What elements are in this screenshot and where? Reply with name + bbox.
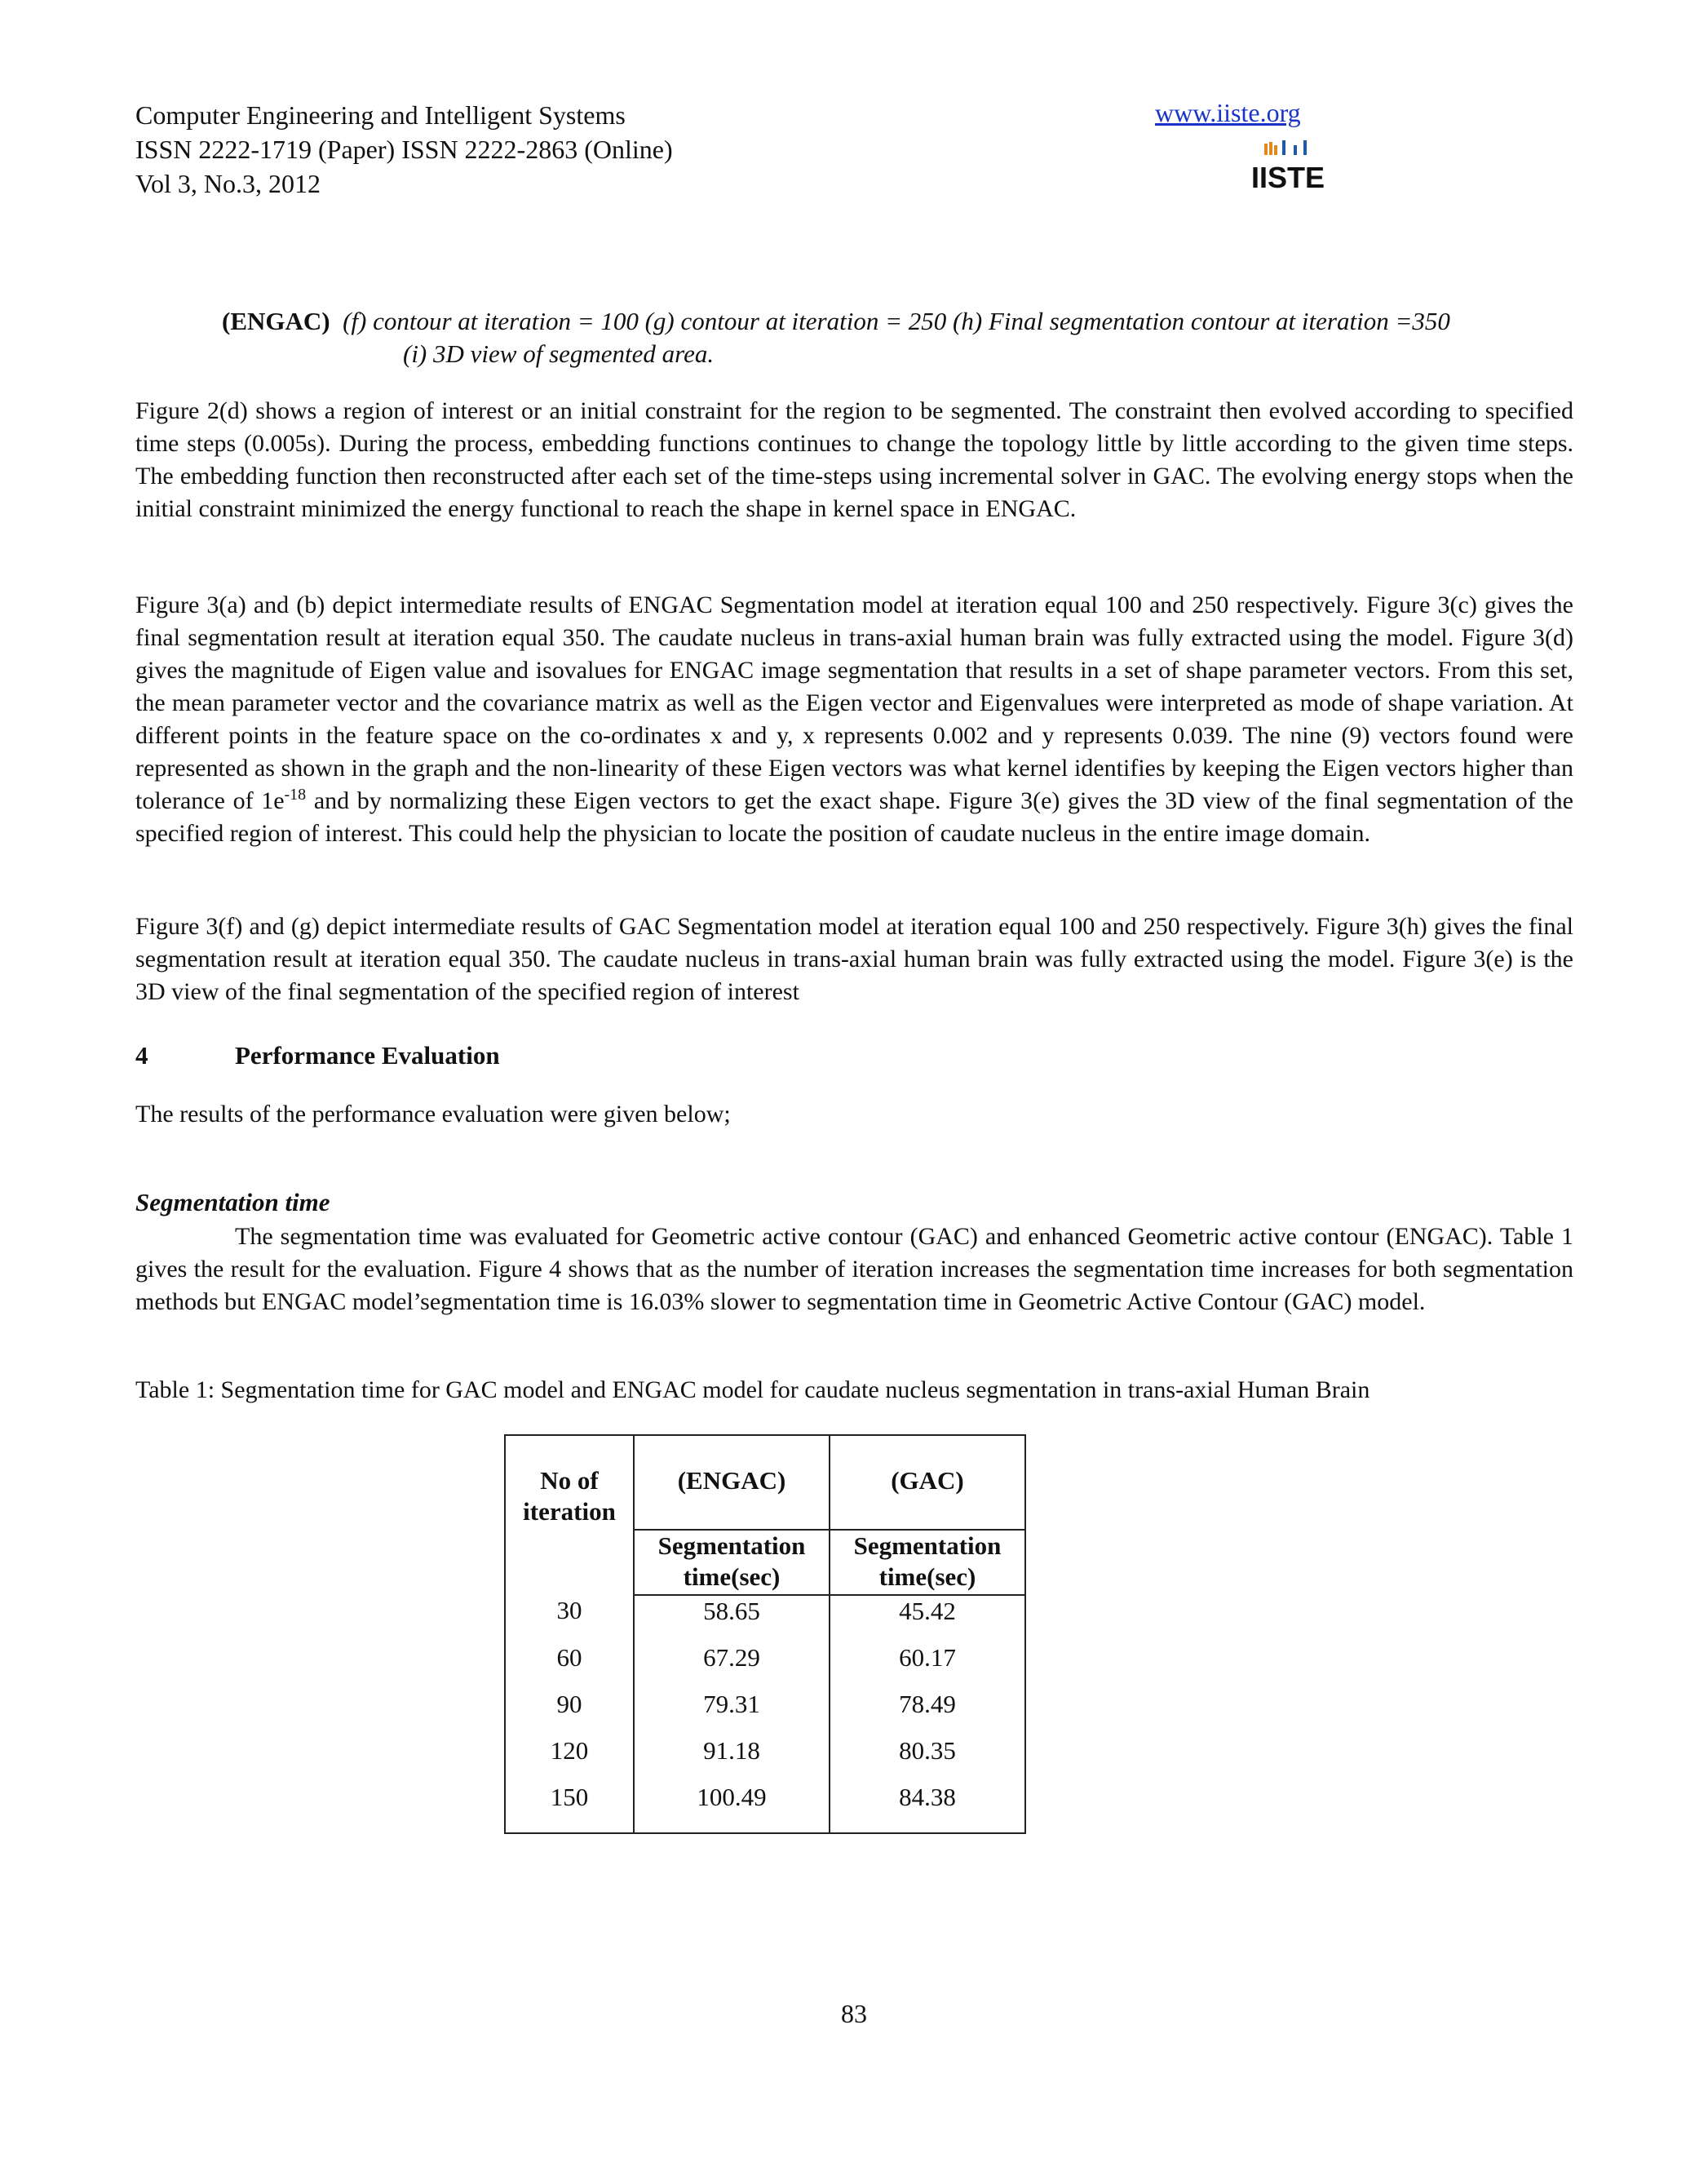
journal-url-link[interactable]: www.iiste.org (1155, 98, 1301, 127)
table-subheader-gac: Segmentation time(sec) (830, 1530, 1025, 1595)
table-row: 150 100.49 84.38 (505, 1782, 1025, 1833)
svg-text:IISTE: IISTE (1250, 161, 1325, 194)
segmentation-time-table (504, 1434, 1026, 1834)
journal-title: Computer Engineering and Intelligent Systems (135, 100, 626, 130)
caption-label: (ENGAC) (222, 307, 330, 335)
section-title: Performance Evaluation (235, 1041, 500, 1070)
table-header-iterations: No of iteration (505, 1435, 634, 1530)
iiste-logo (1250, 139, 1325, 197)
table-row: 90 79.31 78.49 (505, 1689, 1025, 1735)
table-row: 30 58.65 45.42 (505, 1595, 1025, 1642)
table-row: 60 67.29 60.17 (505, 1642, 1025, 1689)
table-subheader-engac: Segmentation time(sec) (634, 1530, 830, 1595)
journal-issn: ISSN 2222-1719 (Paper) ISSN 2222-2863 (Online) (135, 135, 673, 164)
table-caption: Table 1: Segmentation time for GAC model and ENGAC model for caudate nucleus segmentation in trans-axial Human Brain (135, 1376, 1370, 1403)
table-header-engac: (ENGAC) (634, 1435, 830, 1530)
table-header-gac: (GAC) (830, 1435, 1025, 1530)
paragraph-1: Figure 2(d) shows a region of interest or an initial constraint for the region to be segmented. The constraint then evolved according to specified time steps (0.005s). During the process, embedding functions continues to change the topology little by little according to the given time steps. The embedding function then reconstructed after each set of the time-steps using incremental solver in GAC. The evolving energy stops when the initial constraint minimized the energy functional to reach the shape in kernel space in ENGAC. (135, 397, 1573, 522)
journal-volume: Vol 3, No.3, 2012 (135, 169, 321, 198)
caption-line-2: (i) 3D view of segmented area. (403, 339, 715, 368)
paragraph-4: The results of the performance evaluation were given below; (135, 1101, 731, 1128)
subheading-segmentation-time: Segmentation time (135, 1188, 330, 1216)
paragraph-5: The segmentation time was evaluated for Geometric active contour (GAC) and enhanced Geometric active contour (ENGAC). Table 1 gives the result for the evaluation. Figure 4 shows that as the number of iteration increases the segmentation time increases for both segmentation methods but ENGAC model’segmentation time is 16.03% slower to segmentation time in Geometric Active Contour (GAC) model. (135, 1223, 1573, 1315)
caption-line-1: (f) contour at iteration = 100 (g) contour at iteration = 250 (h) Final segmentation contour at iteration =350 (343, 307, 1450, 335)
figure-caption (222, 305, 1576, 370)
paragraph-2: Figure 3(a) and (b) depict intermediate results of ENGAC Segmentation model at iteration equal 100 and 250 respectively. Figure 3(c) gives the final segmentation result at iteration equal 350. The caudate nucleus in trans-axial human brain was fully extracted using the model. Figure 3(d) gives the magnitude of Eigen value and isovalues for ENGAC image segmentation that results in a set of shape parameter vectors. From this set, the mean parameter vector and the covariance matrix as well as the Eigen vector and Eigenvalues were interpreted as mode of shape variation. At different points in the feature space on the co-ordinates x and y, x represents 0.002 and y represents 0.039. The nine (9) vectors found were represented as shown in the graph and the non-linearity of these Eigen vectors was what kernel identifies by keeping the Eigen vectors higher than tolerance of $1e^{-18}$ and by normalizing these Eigen vectors to get the exact shape. Figure 3(e) gives the 3D view of the final segmentation of the specified region of interest. This could help the physician to locate the position of caudate nucleus in the entire image domain. (135, 591, 1573, 847)
superscript-exponent: -18 (284, 786, 307, 804)
section-heading (135, 1041, 500, 1070)
page-number: 83 (841, 1999, 867, 2028)
section-number: 4 (135, 1041, 148, 1070)
table-row: 120 91.18 80.35 (505, 1735, 1025, 1782)
paragraph-3: Figure 3(f) and (g) depict intermediate results of GAC Segmentation model at iteration equal 100 and 250 respectively. Figure 3(h) gives the final segmentation result at iteration equal 350. The caudate nucleus in trans-axial human brain was fully extracted using the model. Figure 3(e) is the 3D view of the final segmentation of the specified region of interest (135, 913, 1573, 1005)
